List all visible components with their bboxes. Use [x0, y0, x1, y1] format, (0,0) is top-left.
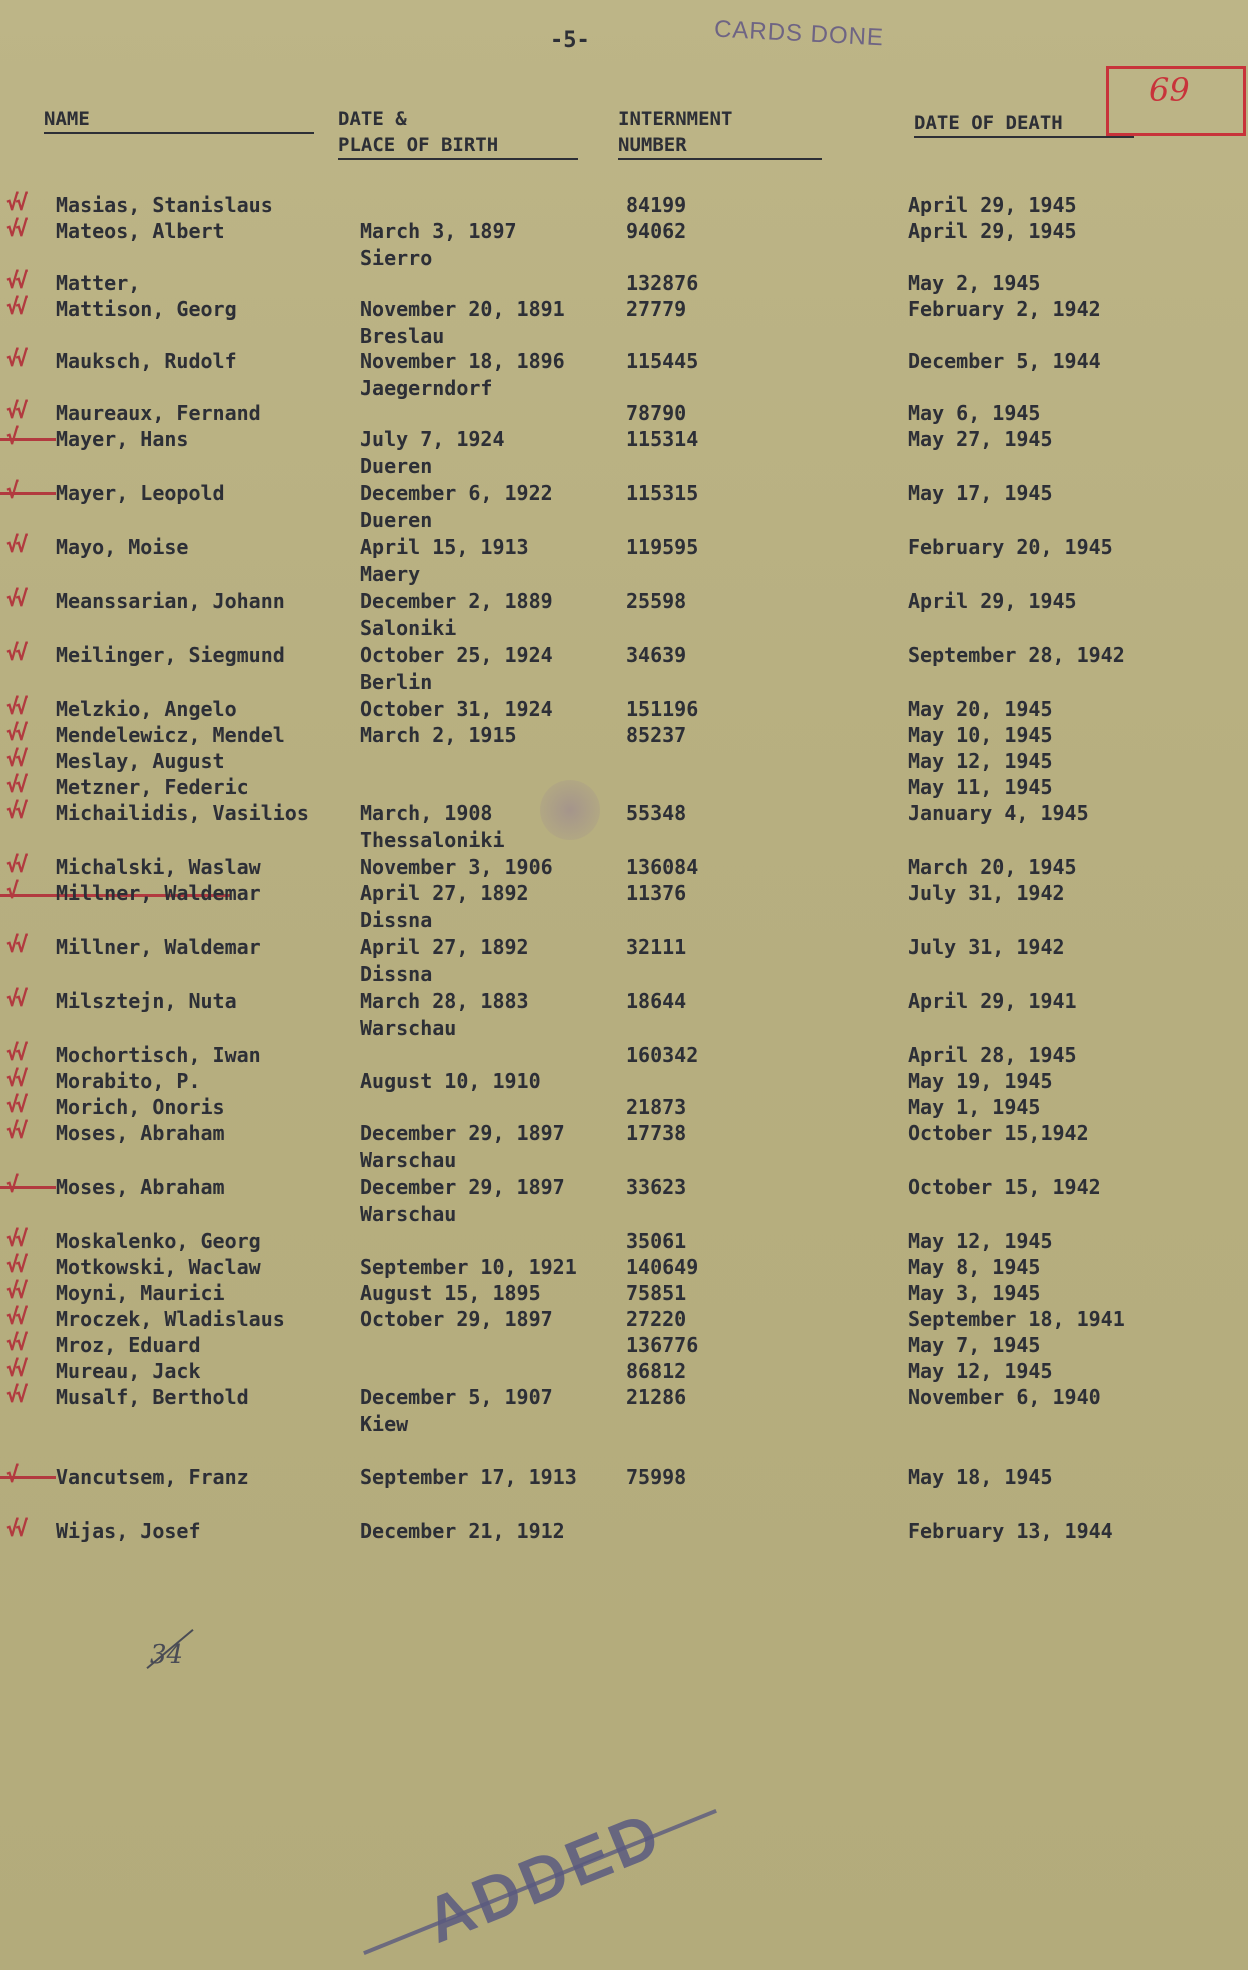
record-death-date: May 12, 1945: [908, 749, 1053, 773]
check-marks: √√: [6, 347, 25, 372]
record-birth-date: April 15, 1913: [360, 535, 529, 559]
record-internment-number: 119595: [626, 535, 699, 559]
record-birth-date: September 17, 1913: [360, 1465, 577, 1489]
record-death-date: May 27, 1945: [908, 427, 1053, 451]
record-name: Michailidis, Vasilios: [56, 801, 309, 825]
record-birth-date: March, 1908: [360, 801, 493, 825]
record-birth-date: August 15, 1895: [360, 1281, 541, 1305]
record-birth-date: March 3, 1897: [360, 219, 517, 243]
box-number: 69: [1149, 71, 1190, 109]
check-marks: √√: [6, 695, 25, 720]
record-name: Mauksch, Rudolf: [56, 349, 237, 373]
record-death-date: May 6, 1945: [908, 401, 1041, 425]
check-marks: √√: [6, 933, 25, 958]
record-birth-date: August 10, 1910: [360, 1069, 541, 1093]
check-marks: √√: [6, 1041, 25, 1066]
record-death-date: May 8, 1945: [908, 1255, 1041, 1279]
record-birth-place: Dissna: [360, 908, 433, 932]
record-internment-number: 140649: [626, 1255, 699, 1279]
record-internment-number: 27220: [626, 1307, 687, 1331]
page-number: -5-: [550, 28, 590, 53]
check-marks: √√: [6, 1331, 25, 1356]
record-birth-place: Jaegerndorf: [360, 376, 493, 400]
record-name: Mayer, Hans: [56, 427, 189, 451]
record-internment-number: 21286: [626, 1385, 687, 1409]
record-name: Maureaux, Fernand: [56, 401, 261, 425]
record-birth-date: March 2, 1915: [360, 723, 517, 747]
record-birth-date: October 31, 1924: [360, 697, 553, 721]
record-birth-date: July 7, 1924: [360, 427, 505, 451]
record-death-date: December 5, 1944: [908, 349, 1101, 373]
record-death-date: March 20, 1945: [908, 855, 1077, 879]
record-internment-number: 18644: [626, 989, 687, 1013]
record-birth-date: April 27, 1892: [360, 935, 529, 959]
record-birth-place: Warschau: [360, 1148, 457, 1172]
record-internment-number: 160342: [626, 1043, 699, 1067]
check-marks: √√: [6, 1383, 25, 1408]
record-name: Metzner, Federic: [56, 775, 249, 799]
record-birth-date: December 29, 1897: [360, 1121, 565, 1145]
check-marks: √√: [6, 1227, 25, 1252]
record-death-date: November 6, 1940: [908, 1385, 1101, 1409]
record-birth-date: December 5, 1907: [360, 1385, 553, 1409]
record-birth: [360, 1068, 610, 1095]
record-death-date: February 2, 1942: [908, 297, 1101, 321]
check-marks: √√: [6, 1279, 25, 1304]
record-internment-number: 21873: [626, 1095, 687, 1119]
check-marks: √√: [6, 191, 25, 216]
check-marks: √√: [6, 399, 25, 424]
check-marks: √√: [6, 217, 25, 242]
check-marks: √√: [6, 747, 25, 772]
record-name: Millner, Waldemar: [56, 881, 261, 905]
record-internment-number: 27779: [626, 297, 687, 321]
check-marks: √√: [6, 721, 25, 746]
header-internment: [618, 106, 822, 160]
check-marks: √: [6, 425, 16, 450]
header-birth-line1: DATE &: [338, 108, 407, 130]
record-internment-number: 151196: [626, 697, 699, 721]
record-internment-number: 25598: [626, 589, 687, 613]
record-birth: [360, 722, 610, 749]
record-birth-place: Sierro: [360, 246, 433, 270]
record-birth: [360, 296, 610, 350]
check-marks: √: [6, 479, 16, 504]
record-name: Masias, Stanislaus: [56, 193, 273, 217]
record-birth-date: October 25, 1924: [360, 643, 553, 667]
record-death-date: May 19, 1945: [908, 1069, 1053, 1093]
record-birth-place: Kiew: [360, 1412, 409, 1436]
record-name: Mattison, Georg: [56, 297, 237, 321]
record-name: Morich, Onoris: [56, 1095, 225, 1119]
check-marks: √√: [6, 587, 25, 612]
record-birth-date: November 20, 1891: [360, 297, 565, 321]
check-marks: √√: [6, 533, 25, 558]
record-internment-number: 11376: [626, 881, 687, 905]
record-name: Wijas, Josef: [56, 1519, 201, 1543]
record-birth-date: September 10, 1921: [360, 1255, 577, 1279]
record-internment-number: 35061: [626, 1229, 687, 1253]
record-birth-date: December 29, 1897: [360, 1175, 565, 1199]
header-name: NAME: [44, 106, 314, 134]
record-death-date: September 18, 1941: [908, 1307, 1125, 1331]
record-birth: [360, 642, 610, 696]
record-birth: [360, 1280, 610, 1307]
check-marks: √: [6, 879, 16, 904]
record-death-date: May 3, 1945: [908, 1281, 1041, 1305]
record-birth: [360, 480, 610, 534]
check-marks: √√: [6, 1253, 25, 1278]
record-internment-number: 136776: [626, 1333, 699, 1357]
record-name: Matter,: [56, 271, 141, 295]
record-name: Morabito, P.: [56, 1069, 201, 1093]
record-death-date: April 28, 1945: [908, 1043, 1077, 1067]
handwritten-initials: 34: [150, 1640, 184, 1670]
record-birth: [360, 800, 610, 854]
record-birth-place: Warschau: [360, 1016, 457, 1040]
check-marks: √: [6, 1173, 16, 1198]
record-name: Motkowski, Waclaw: [56, 1255, 261, 1279]
record-name: Mroczek, Wladislaus: [56, 1307, 285, 1331]
record-name: Michalski, Waslaw: [56, 855, 261, 879]
record-birth-place: Dueren: [360, 508, 433, 532]
record-death-date: July 31, 1942: [908, 881, 1065, 905]
record-death-date: May 2, 1945: [908, 271, 1041, 295]
record-name: Millner, Waldemar: [56, 935, 261, 959]
record-name: Vancutsem, Franz: [56, 1465, 249, 1489]
record-birth: [360, 1174, 610, 1228]
record-death-date: April 29, 1945: [908, 589, 1077, 613]
header-birth: [338, 106, 578, 160]
record-birth: [360, 696, 610, 723]
record-name: Moses, Abraham: [56, 1175, 225, 1199]
record-birth: [360, 1464, 610, 1491]
record-name: Mochortisch, Iwan: [56, 1043, 261, 1067]
record-birth-place: Dissna: [360, 962, 433, 986]
header-intern-line1: INTERNMENT: [618, 108, 733, 130]
record-internment-number: 17738: [626, 1121, 687, 1145]
record-birth: [360, 426, 610, 480]
record-birth: [360, 934, 610, 988]
record-birth-place: Thessaloniki: [360, 828, 505, 852]
record-birth-date: December 6, 1922: [360, 481, 553, 505]
record-name: Milsztejn, Nuta: [56, 989, 237, 1013]
record-internment-number: 132876: [626, 271, 699, 295]
record-internment-number: 34639: [626, 643, 687, 667]
record-name: Mureau, Jack: [56, 1359, 201, 1383]
record-death-date: July 31, 1942: [908, 935, 1065, 959]
record-death-date: May 12, 1945: [908, 1229, 1053, 1253]
record-birth: [360, 534, 610, 588]
record-birth-date: November 3, 1906: [360, 855, 553, 879]
record-birth-date: October 29, 1897: [360, 1307, 553, 1331]
record-birth-date: December 21, 1912: [360, 1519, 565, 1543]
record-death-date: September 28, 1942: [908, 643, 1125, 667]
record-death-date: May 10, 1945: [908, 723, 1053, 747]
record-name: Melzkio, Angelo: [56, 697, 237, 721]
check-marks: √√: [6, 1093, 25, 1118]
check-marks: √√: [6, 1517, 25, 1542]
record-internment-number: 32111: [626, 935, 687, 959]
header-birth-line2: PLACE OF BIRTH: [338, 132, 578, 160]
check-marks: √√: [6, 853, 25, 878]
check-marks: √√: [6, 1067, 25, 1092]
record-birth-place: Berlin: [360, 670, 433, 694]
record-name: Mroz, Eduard: [56, 1333, 201, 1357]
record-internment-number: 115314: [626, 427, 699, 451]
record-death-date: October 15, 1942: [908, 1175, 1101, 1199]
record-name: Moyni, Maurici: [56, 1281, 225, 1305]
record-death-date: October 15,1942: [908, 1121, 1089, 1145]
record-birth: [360, 218, 610, 272]
record-internment-number: 75851: [626, 1281, 687, 1305]
record-internment-number: 84199: [626, 193, 687, 217]
record-internment-number: 75998: [626, 1465, 687, 1489]
record-internment-number: 115315: [626, 481, 699, 505]
check-marks: √√: [6, 641, 25, 666]
record-death-date: May 12, 1945: [908, 1359, 1053, 1383]
record-birth: [360, 1120, 610, 1174]
record-birth: [360, 1384, 610, 1438]
record-birth: [360, 854, 610, 881]
record-birth: [360, 588, 610, 642]
record-name: Mendelewicz, Mendel: [56, 723, 285, 747]
record-name: Mayo, Moise: [56, 535, 189, 559]
record-birth-date: November 18, 1896: [360, 349, 565, 373]
record-death-date: April 29, 1945: [908, 193, 1077, 217]
added-stamp: ADDED: [415, 1797, 673, 1957]
record-name: Meslay, August: [56, 749, 225, 773]
record-birth-place: Warschau: [360, 1202, 457, 1226]
record-death-date: April 29, 1941: [908, 989, 1077, 1013]
record-birth-place: Breslau: [360, 324, 445, 348]
record-name: Moskalenko, Georg: [56, 1229, 261, 1253]
record-birth: [360, 1306, 610, 1333]
check-marks: √√: [6, 269, 25, 294]
record-birth: [360, 988, 610, 1042]
check-marks: √√: [6, 987, 25, 1012]
record-internment-number: 115445: [626, 349, 699, 373]
record-death-date: January 4, 1945: [908, 801, 1089, 825]
record-birth-place: Saloniki: [360, 616, 457, 640]
record-birth-date: April 27, 1892: [360, 881, 529, 905]
record-name: Musalf, Berthold: [56, 1385, 249, 1409]
record-birth: [360, 1254, 610, 1281]
record-death-date: February 20, 1945: [908, 535, 1113, 559]
check-marks: √√: [6, 1119, 25, 1144]
record-internment-number: 85237: [626, 723, 687, 747]
record-name: Mateos, Albert: [56, 219, 225, 243]
record-internment-number: 86812: [626, 1359, 687, 1383]
record-internment-number: 94062: [626, 219, 687, 243]
record-death-date: May 1, 1945: [908, 1095, 1041, 1119]
record-name: Meanssarian, Johann: [56, 589, 285, 613]
record-death-date: May 20, 1945: [908, 697, 1053, 721]
record-internment-number: 136084: [626, 855, 699, 879]
record-birth-date: December 2, 1889: [360, 589, 553, 613]
record-birth: [360, 348, 610, 402]
check-marks: √√: [6, 799, 25, 824]
record-birth: [360, 1518, 610, 1545]
record-name: Mayer, Leopold: [56, 481, 225, 505]
record-internment-number: 78790: [626, 401, 687, 425]
record-death-date: February 13, 1944: [908, 1519, 1113, 1543]
check-marks: √√: [6, 295, 25, 320]
check-marks: √√: [6, 1357, 25, 1382]
record-name: Moses, Abraham: [56, 1121, 225, 1145]
record-birth: [360, 880, 610, 934]
header-death: DATE OF DEATH: [914, 110, 1134, 138]
record-birth-date: March 28, 1883: [360, 989, 529, 1013]
record-death-date: May 11, 1945: [908, 775, 1053, 799]
record-birth-place: Dueren: [360, 454, 433, 478]
record-internment-number: 33623: [626, 1175, 687, 1199]
record-death-date: May 7, 1945: [908, 1333, 1041, 1357]
check-marks: √√: [6, 1305, 25, 1330]
record-death-date: May 17, 1945: [908, 481, 1053, 505]
header-intern-line2: NUMBER: [618, 132, 822, 160]
record-death-date: April 29, 1945: [908, 219, 1077, 243]
cards-done-stamp: CARDS DONE: [713, 15, 885, 52]
record-name: Meilinger, Siegmund: [56, 643, 285, 667]
record-death-date: May 18, 1945: [908, 1465, 1053, 1489]
record-internment-number: 55348: [626, 801, 687, 825]
check-marks: √√: [6, 773, 25, 798]
check-marks: √: [6, 1463, 16, 1488]
record-birth-place: Maery: [360, 562, 421, 586]
